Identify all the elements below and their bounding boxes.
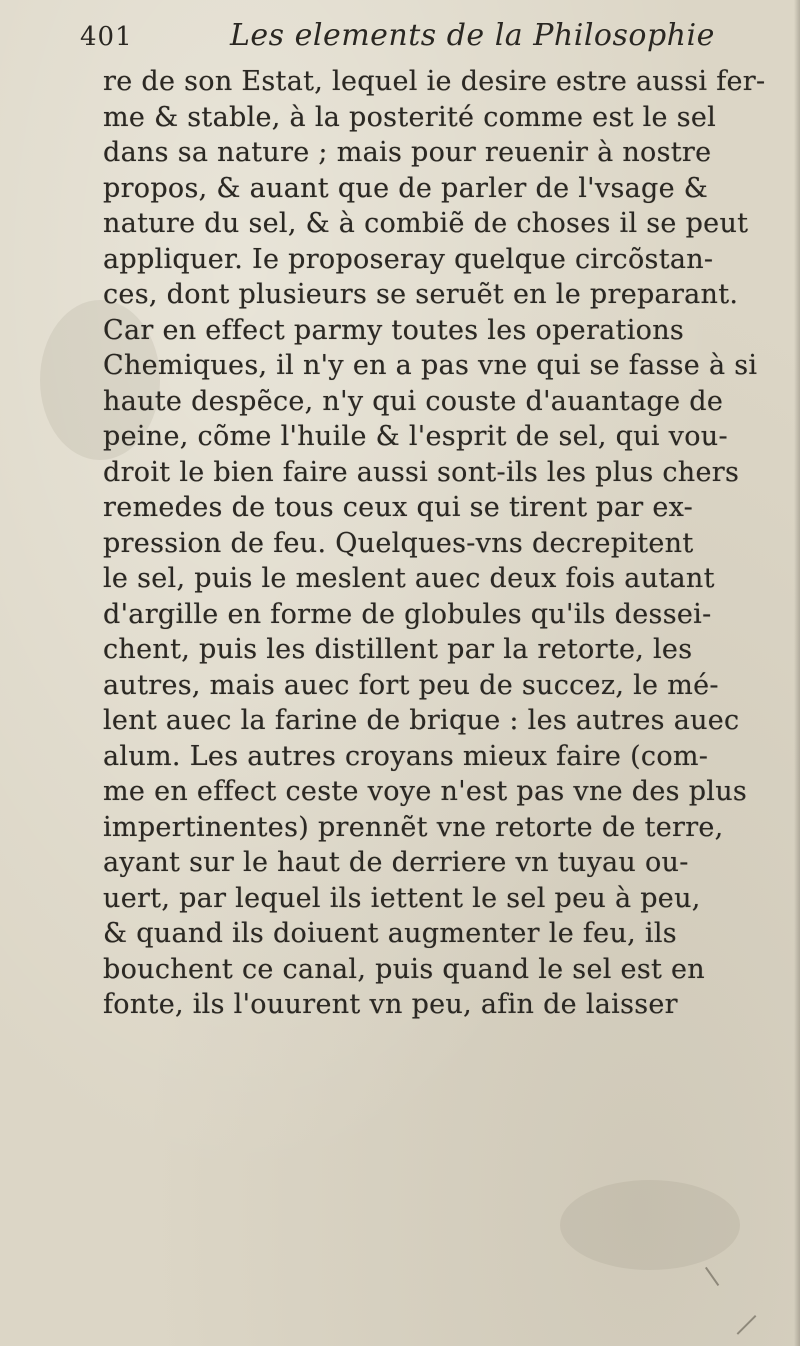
body-text — [103, 64, 783, 1023]
page-number: 401 — [80, 22, 133, 52]
text-line: pression de feu. Quelques-vns decrepitent — [103, 527, 694, 559]
text-line: alum. Les autres croyans mieux faire (com- — [103, 740, 709, 772]
text-line: peine, cõme l'huile & l'esprit de sel, qui vou- — [103, 421, 728, 452]
text-line: appliquer. Ie proposeray quelque circõstan- — [103, 243, 714, 275]
text-line: dans sa nature ; mais pour reuenir à nostre — [103, 137, 712, 168]
stray-ink-mark — [737, 1315, 756, 1334]
text-line: remedes de tous ceux qui se tirent par ex- — [103, 492, 694, 523]
text-line: chent, puis les distillent par la retorte, les — [103, 634, 693, 665]
running-title: Les elements de la Philosophie — [230, 18, 715, 53]
text-line: impertinentes) prennẽt vne retorte de terre, — [103, 811, 724, 843]
text-line: fonte, ils l'ouurent vn peu, afin de laisser — [103, 989, 678, 1020]
text-line: propos, & auant que de parler de l'vsage & — [103, 172, 709, 204]
text-line: uert, par lequel ils iettent le sel peu à peu, — [103, 882, 701, 914]
text-line: me & stable, à la posterité comme est le sel — [103, 101, 717, 133]
text-line: d'argille en forme de globules qu'ils dessei- — [103, 598, 712, 630]
text-line: bouchent ce canal, puis quand le sel est en — [103, 953, 705, 985]
text-line: droit le bien faire aussi sont-ils les plus chers — [103, 456, 740, 488]
text-line: me en effect ceste voye n'est pas vne des plus — [103, 776, 748, 807]
text-line: ces, dont plusieurs se seruẽt en le preparant. — [103, 279, 739, 310]
text-line: le sel, puis le meslent auec deux fois autant — [103, 563, 715, 594]
page-edge-shadow — [794, 0, 800, 1346]
paper-stain — [560, 1180, 740, 1270]
text-line: Chemiques, il n'y en a pas vne qui se fasse à si — [103, 350, 758, 381]
page-header — [80, 14, 780, 62]
text-line: re de son Estat, lequel ie desire estre aussi fer- — [103, 66, 766, 97]
text-line: haute despẽce, n'y qui couste d'auantage de — [103, 385, 724, 417]
text-line: nature du sel, & à combiẽ de choses il se peut — [103, 208, 749, 239]
text-line: Car en effect parmy toutes les operations — [103, 314, 685, 346]
text-line: & quand ils doiuent augmenter le feu, ils — [103, 918, 677, 949]
text-line: ayant sur le haut de derriere vn tuyau ou- — [103, 847, 689, 878]
stray-ink-mark — [705, 1267, 719, 1286]
text-line: lent auec la farine de brique : les autres auec — [103, 705, 740, 736]
text-line: autres, mais auec fort peu de succez, le mé- — [103, 669, 719, 701]
